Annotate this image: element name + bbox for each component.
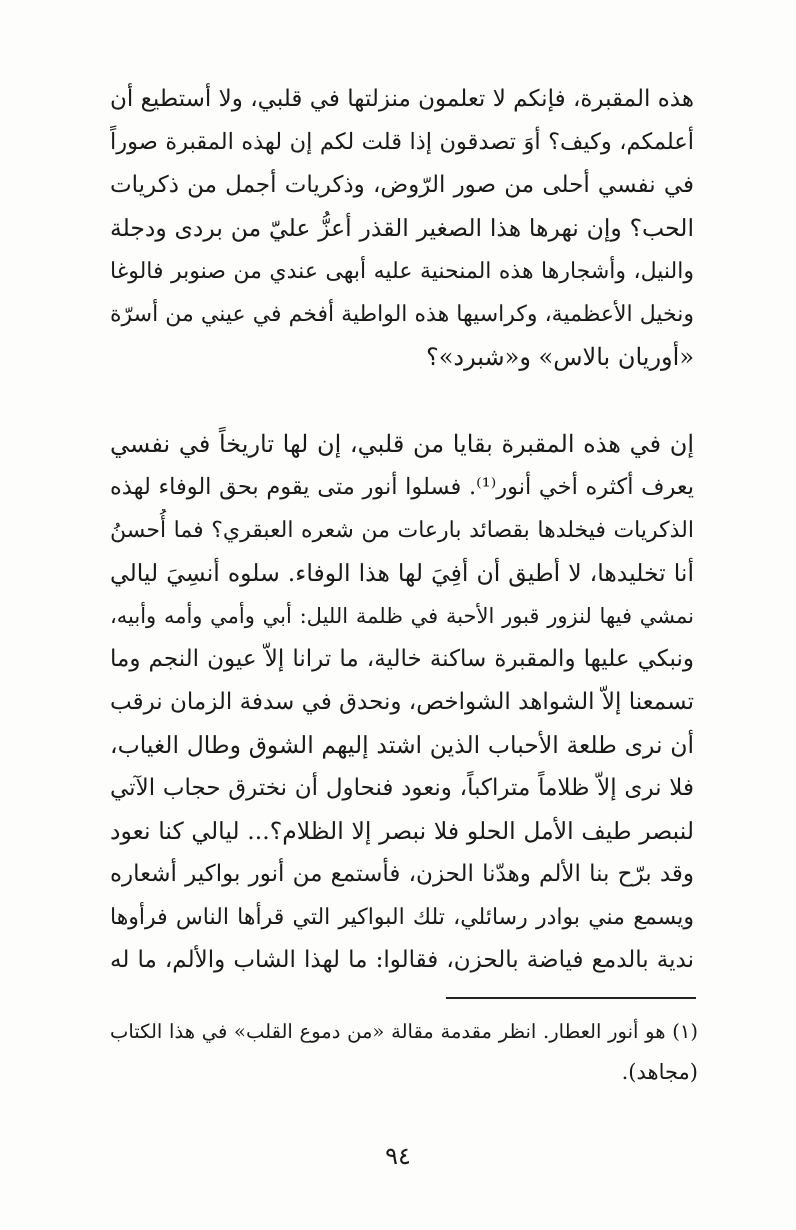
text-line: والنيل، وأشجارها هذه المنحنية عليه أبهى عندي من صنوبر فالوغا xyxy=(110,259,694,284)
page-number: ٩٤ xyxy=(385,1142,411,1170)
text-line: تسمعنا إلاّ الشواهد الشواخص، ونحدق في سدفة الزمان نرقب xyxy=(110,689,694,715)
text-line: ندية بالدمع فياضة بالحزن، فقالوا: ما لهذا الشاب والألم، ما له xyxy=(110,947,694,973)
text-line: أعلمكم، وكيف؟ أوَ تصدقون إذا قلت لكم إن لهذه المقبرة صوراً xyxy=(110,129,694,155)
text-line: الذكريات فيخلدها بقصائد بارعات من شعره العبقري؟ فما أُحسنُ xyxy=(110,518,694,543)
footnote-line: (١) هو أنور العطار. انظر مقدمة مقالة «من دموع القلب» في هذا الكتاب xyxy=(110,1020,698,1043)
text-line: أنا تخليدها، لا أطيق أن أفِيَ لها هذا الوفاء. سلوه أنسِيَ ليالي xyxy=(110,559,694,587)
text-line: لنبصر طيف الأمل الحلو فلا نبصر إلا الظلام؟... ليالي كنا نعود xyxy=(110,817,694,845)
footnote-line: (مجاهد). xyxy=(621,1060,698,1084)
footnote xyxy=(110,1012,698,1092)
text-line: فلا نرى إلاّ ظلاماً متراكباً، ونعود فنحاول أن نخترق حجاب الآتي xyxy=(110,775,694,801)
paragraph-2 xyxy=(110,423,694,982)
text-line: إن في هذه المقبرة بقايا من قلبي، إن لها تاريخاً في نفسي xyxy=(110,430,694,458)
footnote-divider xyxy=(446,997,696,999)
text-line: «أوريان بالاس» و«شبرد»؟ xyxy=(425,343,694,371)
text-line: ونبكي عليها والمقبرة ساكنة خالية، ما ترانا إلاّ عيون النجم وما xyxy=(110,646,694,672)
text-line: هذه المقبرة، فإنكم لا تعلمون منزلتها في قلبي، ولا أستطيع أن xyxy=(110,86,694,112)
text-line: ونخيل الأعظمية، وكراسيها هذه الواطية أفخم في عيني من أسرّة xyxy=(110,302,694,327)
text-line: يعرف أكثره أخي أنور⁽¹⁾. فسلوا أنور متى يقوم بحق الوفاء لهذه xyxy=(110,474,694,500)
text-line: أن نرى طلعة الأحباب الذين اشتد إليهم الشوق وطال الغياب، xyxy=(110,731,694,759)
text-line: ويسمع مني بوادر رسائلي، تلك البواكير التي قرأها الناس فرأوها xyxy=(110,905,694,930)
paragraph-1 xyxy=(110,78,694,379)
text-line: نمشي فيها لنزور قبور الأحبة في ظلمة الليل: أبي وأمي وأمه وأبيه، xyxy=(110,604,694,628)
text-line: في نفسي أحلى من صور الرّوض، وذكريات أجمل من ذكريات xyxy=(110,172,694,198)
text-line: وقد برّح بنا الألم وهدّنا الحزن، فأستمع من أنور بواكير أشعاره xyxy=(110,861,694,887)
text-line: الحب؟ وإن نهرها هذا الصغير القذر أعزُّ عليّ من بردى ودجلة xyxy=(110,214,694,242)
